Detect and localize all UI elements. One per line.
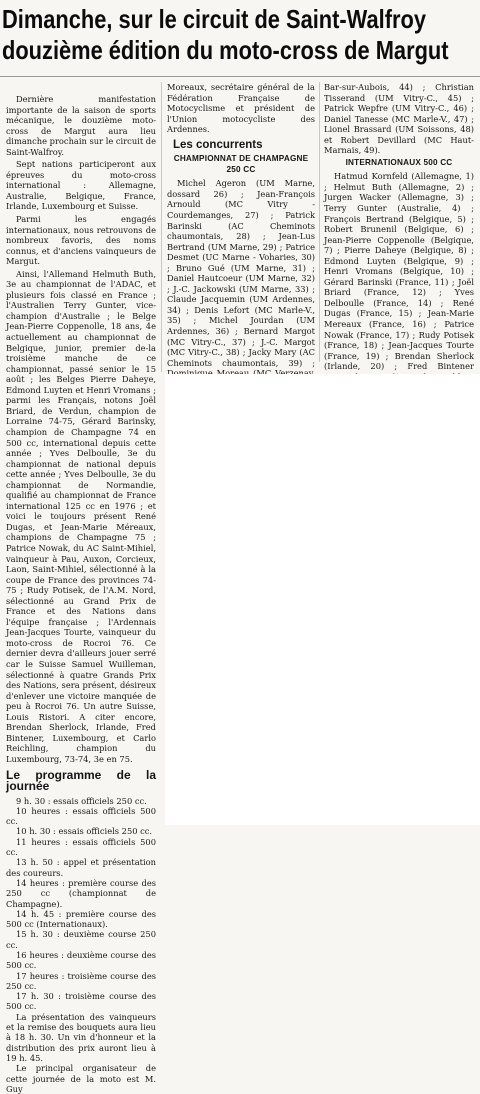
column-divider xyxy=(319,82,320,362)
programme-line: Le principal organisateur de cette journée de la moto est M. Guy xyxy=(6,1063,156,1094)
programme-line: 14 heures : première course des 250 cc (championnat de Champagne). xyxy=(6,877,156,909)
col2-intro: Moreaux, secrétaire général de la Fédération Française de Motocyclisme et président de l'Union motocycliste des Ardennes. xyxy=(167,82,315,135)
article-column-2 xyxy=(167,82,315,372)
programme-line: 10 heures : essais officiels 500 cc. xyxy=(6,805,156,827)
programme-title: Le programme de la journée xyxy=(6,768,156,793)
blank-area xyxy=(165,374,480,825)
intro-paragraph: Dernière manifestation importante de la saison de sports mécanique, le douzième moto-cross de Margut aura lieu dimanche prochain sur le circuit de Saint-Walfroy. xyxy=(6,94,157,157)
programme-line: 11 heures : essais officiels 500 cc. xyxy=(6,836,156,858)
programme-line: 17 heures : troisième course des 250 cc. xyxy=(6,970,156,991)
programme-line: 16 heures : deuxième course des 500 cc. xyxy=(6,950,156,971)
category-500cc: INTERNATIONAUX 500 CC xyxy=(345,157,453,167)
programme-list xyxy=(6,796,156,1094)
col3-intro: Bar-sur-Aubois, 44) ; Christian Tisserand (UM Vitry-C., 45) ; Patrick Wepfre (UM Vitry-C., 46) ; Daniel Tanesse (MC Marle-V., 47) ; Lionel Brassard (UM Soissons, 48) et Robert Devillard (MC Haut-Marnais, 49). xyxy=(324,82,474,156)
programme-line: 13 h. 50 : appel et présentation des coureurs. xyxy=(6,857,156,878)
category-250cc: CHAMPIONNAT DE CHAMPAGNE 250 CC xyxy=(173,154,309,174)
headline-line-1: Dimanche, sur le circuit de Saint-Walfroy xyxy=(2,4,426,34)
article-column-1 xyxy=(6,94,157,1094)
headline-rule xyxy=(0,76,480,77)
programme-line: 15 h. 30 : deuxième course 250 cc. xyxy=(6,929,156,950)
riders-500cc: Hatmud Kornfeld (Allemagne, 1) ; Helmut Buth (Allemagne, 2) ; Jurgen Wacker (Allemagne, 3) ; Terry Gunter (Australie, 4) ; François Bertrand (Belgique, 5) ; Robert Brunenil (Belgique, 6) ; Jean-Pierre Coppenolle (Belgique, 7) ; Pierre Daheye (Belgique, 8) ; Edmond Luyten (Belgique, 9) ; Henri Vromans (Belgique, 10) ; Gérard Barinski (France, 11) ; Joël Briard (France, 12) ; Yves Delboulle (France, 14) ; René Dugas (France, 15) ; Jean-Marie Mereaux (France, 16) ; Patrice Nowak (France, 17) ; Rudy Potisek (France, 18) ; Jean-Jacques Tourte (France, 19) ; Brendan Sherlock (Irlande, 20) ; Fred Bintener xyxy=(324,171,474,372)
headline xyxy=(2,4,449,66)
headline-line-2: douzième édition du moto-cross de Margut xyxy=(2,35,449,65)
programme-line: La présentation des vainqueurs et la remise des bouquets aura lieu à 18 h. 30. Un vin d'honneur et la distribution des prix auront lieu à 19 h. 45. xyxy=(6,1011,156,1063)
column-divider xyxy=(161,82,162,372)
programme-line: 10 h. 30 : essais officiels 250 cc. xyxy=(16,826,153,837)
intro-paragraph: Parmi les engagés internationaux, nous retrouvons de nombreux favoris, des noms connus, et d'anciens vainqueurs de Margut. xyxy=(6,214,156,267)
programme-line: 17 h. 30 : troisième course des 500 cc. xyxy=(6,991,156,1012)
intro-paragraph: Ainsi, l'Allemand Helmuth Buth, 3e au championnat de l'ADAC, et plusieurs fois classé en France ; l'Australien Terry Gunter, vice-champion d'Australie ; le Belge Jean-Pierre Coppenolle, 18 ans, 4e actuellement au championnat de Belgique, junior, premier de-la troisième manche de ce championnat, passé senior le 15 août ; les Belges Pierre Daheye, Edmond Luyten et Henri Vromans ; parmi les Français, notons Joël Briard, de Verdun, champion de Lorraine 74-75, Gérard Barinsky, champion de Champagne 74 en 500 cc, international depuis cette année ; Yves Delboulle, 3e du championnat de national depuis cette année ; Yves Delboulle, 3e du championnat de Normandie, qualifié au championnat de France international 125 cc en 1976 ; et voici le toujours présent René Dugas, et Jean-Marie Méreaux, champions de Champagne 75 ; Patrice Nowak, du AC Saint-Mihiel, vainqueur à Pau, Auxon, Corcieux, Laon, Saint-Mihiel, sélectionné à la coupe de France des provinces 74-75 ; Rudy Potisek, de l'A.M. Nord, sélectionné au Grand Prix de France et des Nations dans l'équipe française ; l'Ardennais Jean-Jacques Tourte, vainqueur du moto-cross de Rocroi 76. Ce dernier devra d'ailleurs jouer serré car le Suisse Samuel Wuilleman, sélectionné à quatre Grands Prix des Nations, sera présent, désireux d'enlever une victoire manquée de peu à Rocroi 76. Un autre Suisse, Louis Ristori. A citer encore, Brendan Sherlock, Irlande, Fred Bintener, Luxembourg, et Carlo Reichling, champion du Luxembourg, 73-74, 3e en 75. xyxy=(6,268,156,764)
concurrents-title: Les concurrents xyxy=(173,138,263,151)
programme-line: 9 h. 30 : essais officiels 250 cc. xyxy=(16,795,147,806)
riders-250cc: Michel Ageron (UM Marne, dossard 26) ; Jean-François Arnould (MC Vitry - Courdemanges, 27) ; Patrick Barinski (AC Cheminots chaumontais, 28) ; Jean-Lus Bertrand (UM Marne, 29) ; Patrice Desmet (UC Marne - Voharies, 30) ; Bruno Gué (UM Marne, 31) ; Daniel Hautcoeur (UM Marne, 32) ; J.-C. Jackowski (UM Marne, 33) ; Claude Jacquemin (UM Ardennes, 34) ; Denis Lefort (MC Marle-V., 35) ; Michel Jourdan (UM Ardennes, 36) ; Bernard Margot (MC Vitry-C., 37) ; J.-C. Margot (MC Vitry-C., 38) ; Jacky Mary (AC Cheminots chaumontais, 39) ; xyxy=(167,178,315,368)
programme-line: 14 h. 45 : première course des 500 cc (Internationaux). xyxy=(6,908,156,930)
intro-paragraph: Sept nations participeront aux épreuves du moto-cross international : Allemagne, Australie, Belgique, France, Irlande, Luxembourg et Suisse. xyxy=(6,159,156,212)
article-column-3 xyxy=(324,82,474,372)
